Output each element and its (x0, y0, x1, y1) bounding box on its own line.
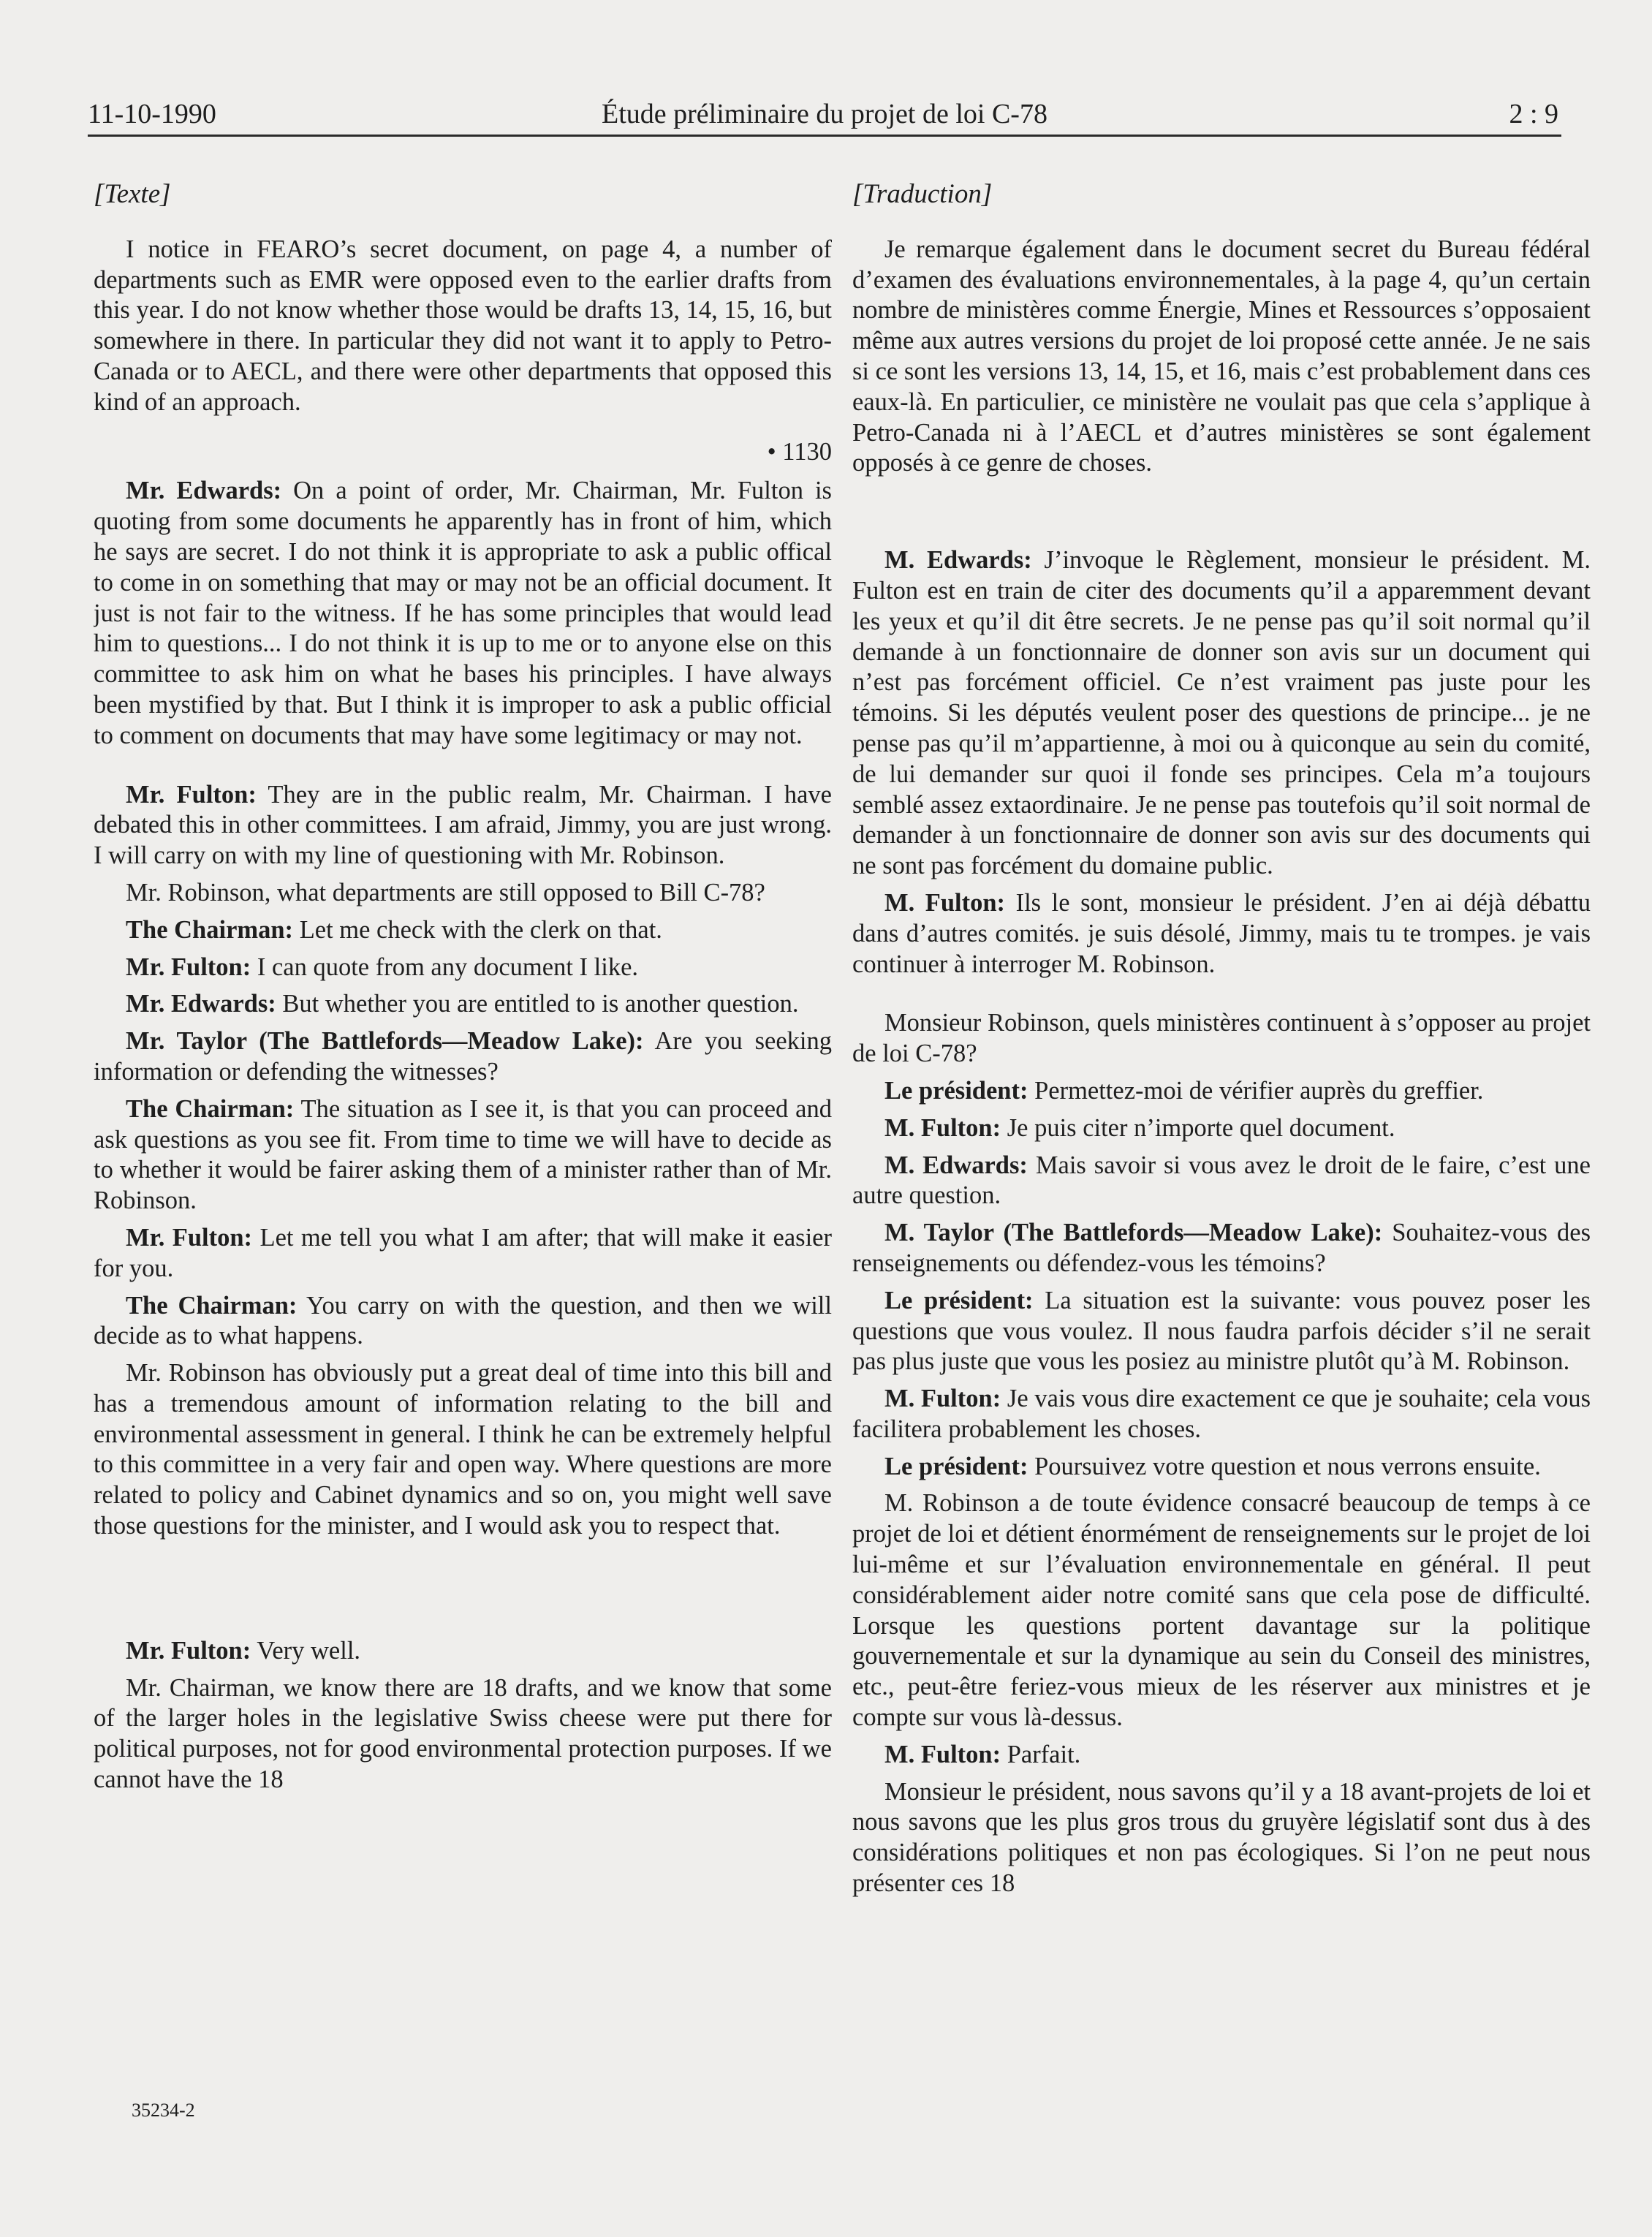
speaker-name: M. Edwards: (884, 1151, 1028, 1179)
footer-code: 35234-2 (132, 2100, 195, 2121)
speaker-name: M. Fulton: (884, 1385, 1001, 1413)
speaker-name: The Chairman: (126, 1094, 295, 1123)
speech-text: You carry on with the question, and then we will decide as to what happens. (94, 1291, 832, 1350)
speech-text: Let me tell you what I am after; that will make it easier for you. (94, 1223, 832, 1282)
speech-text: La situation est la suivante: vous pouvez poser les questions que vous voulez. Il nous faudra parfois décider s’il ne serait pas plus juste que vous les posiez au ministre plutôt qu’à M. Robinson. (852, 1286, 1591, 1376)
speaker-name: Le président: (884, 1286, 1034, 1314)
paragraph (94, 1026, 832, 1088)
english-column (94, 179, 832, 2153)
paragraph: Mr. Robinson, what departments are still opposed to Bill C-78? (126, 878, 765, 906)
paragraph (852, 1076, 1591, 1107)
paragraph (94, 780, 832, 871)
page-header (88, 94, 1561, 137)
paragraph (852, 1113, 1591, 1144)
speaker-name: The Chairman: (126, 915, 294, 944)
spacer (852, 986, 1591, 1008)
speech-text: On a point of order, Mr. Chairman, Mr. Fulton is quoting from some documents he apparently has in front of him, which he says are secret. I do not think it is appropriate to ask a public offical to come in on something that may or may not be an official document. It just is not fair to the witness. If he has some principles that would lead him to questions... I do not think it is up to me or to anyone else on this committee to ask him on what he bases his principles. I have always been mystified by that. But I think it is improper to ask a public official to comment on documents that may have some legitimacy or may not. (94, 477, 832, 749)
header-title: Étude préliminaire du projet de loi C-78 (602, 99, 1047, 129)
paragraph (94, 1636, 832, 1667)
paragraph (94, 1223, 832, 1284)
paragraph: Je remarque également dans le document secret du Bureau fédéral d’examen des évaluations environnementales, à la page 4, qu’un certain nombre de ministères comme Énergie, Mines et Ressources s’opposaient même aux autres versions du projet de loi proposé cette année. Je ne sais si ce sont les versions 13, 14, 15, et 16, mais c’est probablement dans ces eaux-là. En particulier, ce ministère ne voulait pas que cela s’applique à Petro-Canada ni à l’AECL et d’autres ministères se sont également opposés à ce genre de choses. (852, 235, 1591, 477)
speaker-name: Le président: (884, 1076, 1028, 1105)
speaker-name: M. Taylor (The Battlefords—Meadow Lake): (884, 1219, 1383, 1247)
paragraph (852, 1384, 1591, 1445)
speech-text: Souhaitez-vous des renseignements ou défendez-vous les témoins? (852, 1219, 1591, 1277)
paragraph (852, 1286, 1591, 1377)
speaker-name: Mr. Fulton: (126, 1223, 253, 1252)
paragraph: Mr. Chairman, we know there are 18 drafts, and we know that some of the larger holes in the legislative Swiss cheese were put there for political purposes, not for good environmental protection purposes. If we cannot have the 18 (94, 1673, 832, 1794)
paragraph (852, 1740, 1591, 1771)
speech-text: J’invoque le Règlement, monsieur le président. M. Fulton est en train de citer des documents qu’il a apparemment devant les yeux et qu’il dit être secrets. Je ne pense pas qu’il soit normal qu’il demande à un fonctionnaire de donner son avis sur un document qui n’est pas forcément officiel. Ce n’est vraiment pas juste pour les témoins. Si les députés veulent poser des questions de principe... je ne pense pas qu’il m’appartienne, à moi ou à quiconque au sein du comité, de lui demander sur quoi il fonde ses principes. Cela m’a toujours semblé assez extaordinaire. Je ne pense pas toutefois qu’il soit normal de demander à un fonctionnaire de donner son avis sur des documents qui ne sont pas forcément du domaine public. (852, 546, 1591, 880)
paragraph: Monsieur le président, nous savons qu’il y a 18 avant-projets de loi et nous savons que les plus gros trous du gruyère législatif sont dus à des considérations politiques et non pas écologiques. Si l’on ne peut nous présenter ces 18 (852, 1777, 1591, 1898)
paragraph: Mr. Robinson has obviously put a great deal of time into this bill and has a tremendous amount of information relating to the bill and environmental assessment in general. I think he can be extremely helpful to this committee in a very fair and open way. Where questions are more related to policy and Cabinet dynamics and so on, you might well save those questions for the minister, and I would ask you to respect that. (94, 1359, 832, 1540)
speaker-name: Mr. Taylor (The Battlefords—Meadow Lake): (126, 1027, 644, 1056)
column-label: [Traduction] (852, 179, 993, 209)
speech-text: Parfait. (1001, 1740, 1081, 1768)
speech-text: Ils le sont, monsieur le président. J’en ai déjà débattu dans d’autres comités. je suis désolé, Jimmy, mais tu te trompes. je vais continuer à interroger M. Robinson. (852, 888, 1591, 978)
paragraph (852, 1151, 1591, 1212)
header-date: 11-10-1990 (88, 99, 216, 129)
speech-text: I can quote from any document I like. (251, 953, 639, 981)
paragraph (94, 476, 832, 751)
paragraph (94, 1094, 832, 1216)
speech-text: But whether you are entitled to is another question. (276, 990, 799, 1018)
paragraph: I notice in FEARO’s secret document, on page 4, a number of departments such as EMR were opposed even to the earlier drafts from this year. I do not know whether those would be drafts 13, 14, 15, 16, but somewhere in there. In particular they did not want it to apply to Petro-Canada or to AECL, and there were other departments that opposed this kind of an approach. (94, 235, 832, 416)
spacer (852, 485, 1591, 545)
paragraph (852, 888, 1591, 980)
speech-text: Let me check with the clerk on that. (293, 915, 662, 944)
speech-text: Poursuivez votre question et nous verrons ensuite. (1028, 1452, 1541, 1480)
speaker-name: The Chairman: (126, 1291, 298, 1320)
speaker-name: Mr. Edwards: (126, 477, 282, 505)
time-marker: • 1130 (767, 437, 832, 466)
paragraph (852, 1218, 1591, 1279)
speech-text: Permettez-moi de vérifier auprès du greffier. (1028, 1076, 1484, 1105)
speaker-name: M. Edwards: (884, 546, 1032, 575)
speech-text: Very well. (251, 1636, 361, 1665)
speaker-name: M. Fulton: (884, 1113, 1001, 1142)
header-page-number: 2 : 9 (1509, 99, 1558, 129)
speech-text: Je puis citer n’importe quel document. (1001, 1113, 1395, 1142)
speaker-name: M. Fulton: (884, 888, 1006, 917)
speaker-name: Le président: (884, 1452, 1028, 1480)
speaker-name: M. Fulton: (884, 1740, 1001, 1768)
speech-text: Mais savoir si vous avez le droit de le faire, c’est une autre question. (852, 1151, 1591, 1210)
spacer (94, 758, 832, 780)
speaker-name: Mr. Fulton: (126, 953, 251, 981)
paragraph: Monsieur Robinson, quels ministères continuent à s’opposer au projet de loi C-78? (852, 1009, 1591, 1068)
speech-text: Are you seeking information or defending the witnesses? (94, 1027, 832, 1086)
speech-text: Je vais vous dire exactement ce que je souhaite; cela vous facilitera probablement les choses. (852, 1385, 1591, 1443)
spacer (94, 1548, 832, 1636)
paragraph (852, 545, 1591, 882)
french-column (852, 179, 1591, 2153)
speaker-name: Mr. Fulton: (126, 780, 257, 809)
paragraph (94, 1291, 832, 1352)
paragraph (94, 915, 832, 946)
speaker-name: Mr. Fulton: (126, 1636, 251, 1665)
speech-text: They are in the public realm, Mr. Chairman. I have debated this in other committees. I am afraid, Jimmy, you are just wrong. I will carry on with my line of questioning with Mr. Robinson. (94, 780, 832, 870)
column-label: [Texte] (94, 179, 171, 209)
paragraph (94, 953, 832, 983)
paragraph: M. Robinson a de toute évidence consacré beaucoup de temps à ce projet de loi et détient énormément de renseignements sur le projet de loi lui-même et sur l’évaluation environnementale en général. Il peut considérablement aider notre comité sans que cela pose de difficulté. Lorsque les questions portent davantage sur la politique gouvernementale et sur la dynamique au sein du Conseil des ministres, etc., peut-être feriez-vous mieux de les réserver aux ministres et je compte sur vous là-dessus. (852, 1489, 1591, 1732)
paragraph (94, 989, 832, 1020)
speaker-name: Mr. Edwards: (126, 990, 276, 1018)
speech-text: The situation as I see it, is that you can proceed and ask questions as you see fit. From time to time we will have to decide as to whether it would be fairer asking them of a minister rather than of Mr. Robinson. (94, 1094, 832, 1215)
paragraph (852, 1452, 1591, 1483)
